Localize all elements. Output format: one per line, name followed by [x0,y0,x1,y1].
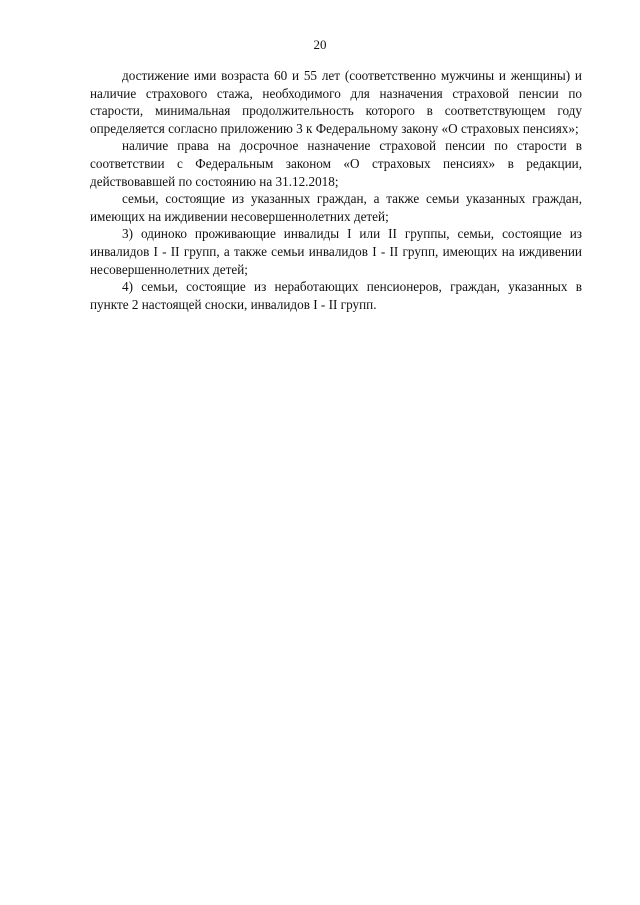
paragraph-item-4-pensioner-families: 4) семьи, состоящие из неработающих пенсионеров, граждан, указанных в пункте 2 настоящей сноски, инвалидов I - II групп. [90,279,582,312]
paragraph-age-and-insurance-record: достижение ими возраста 60 и 55 лет (соответственно мужчины и женщины) и наличие страхового стажа, необходимого для назначения страховой пенсии по старости, минимальная продолжительность которого в соответствующем году определяется согласно приложению 3 к Федеральному закону «О страховых пенсиях»; [90,68,582,136]
page-number: 20 [313,37,327,52]
paragraph-early-pension-right: наличие права на досрочное назначение страховой пенсии по старости в соответствии с Федеральным законом «О страховых пенсиях» в редакции, действовавшей по состоянию на 31.12.2018; [90,138,582,189]
document-body [90,67,582,313]
paragraph-families-of-citizens: семьи, состоящие из указанных граждан, а также семьи указанных граждан, имеющих на иждивении несовершеннолетних детей; [90,191,582,224]
paragraph-item-3-disabled-persons: 3) одиноко проживающие инвалиды I или II группы, семьи, состоящие из инвалидов I - II групп, а также семьи инвалидов I - II групп, имеющих на иждивении несовершеннолетних детей; [90,226,582,277]
